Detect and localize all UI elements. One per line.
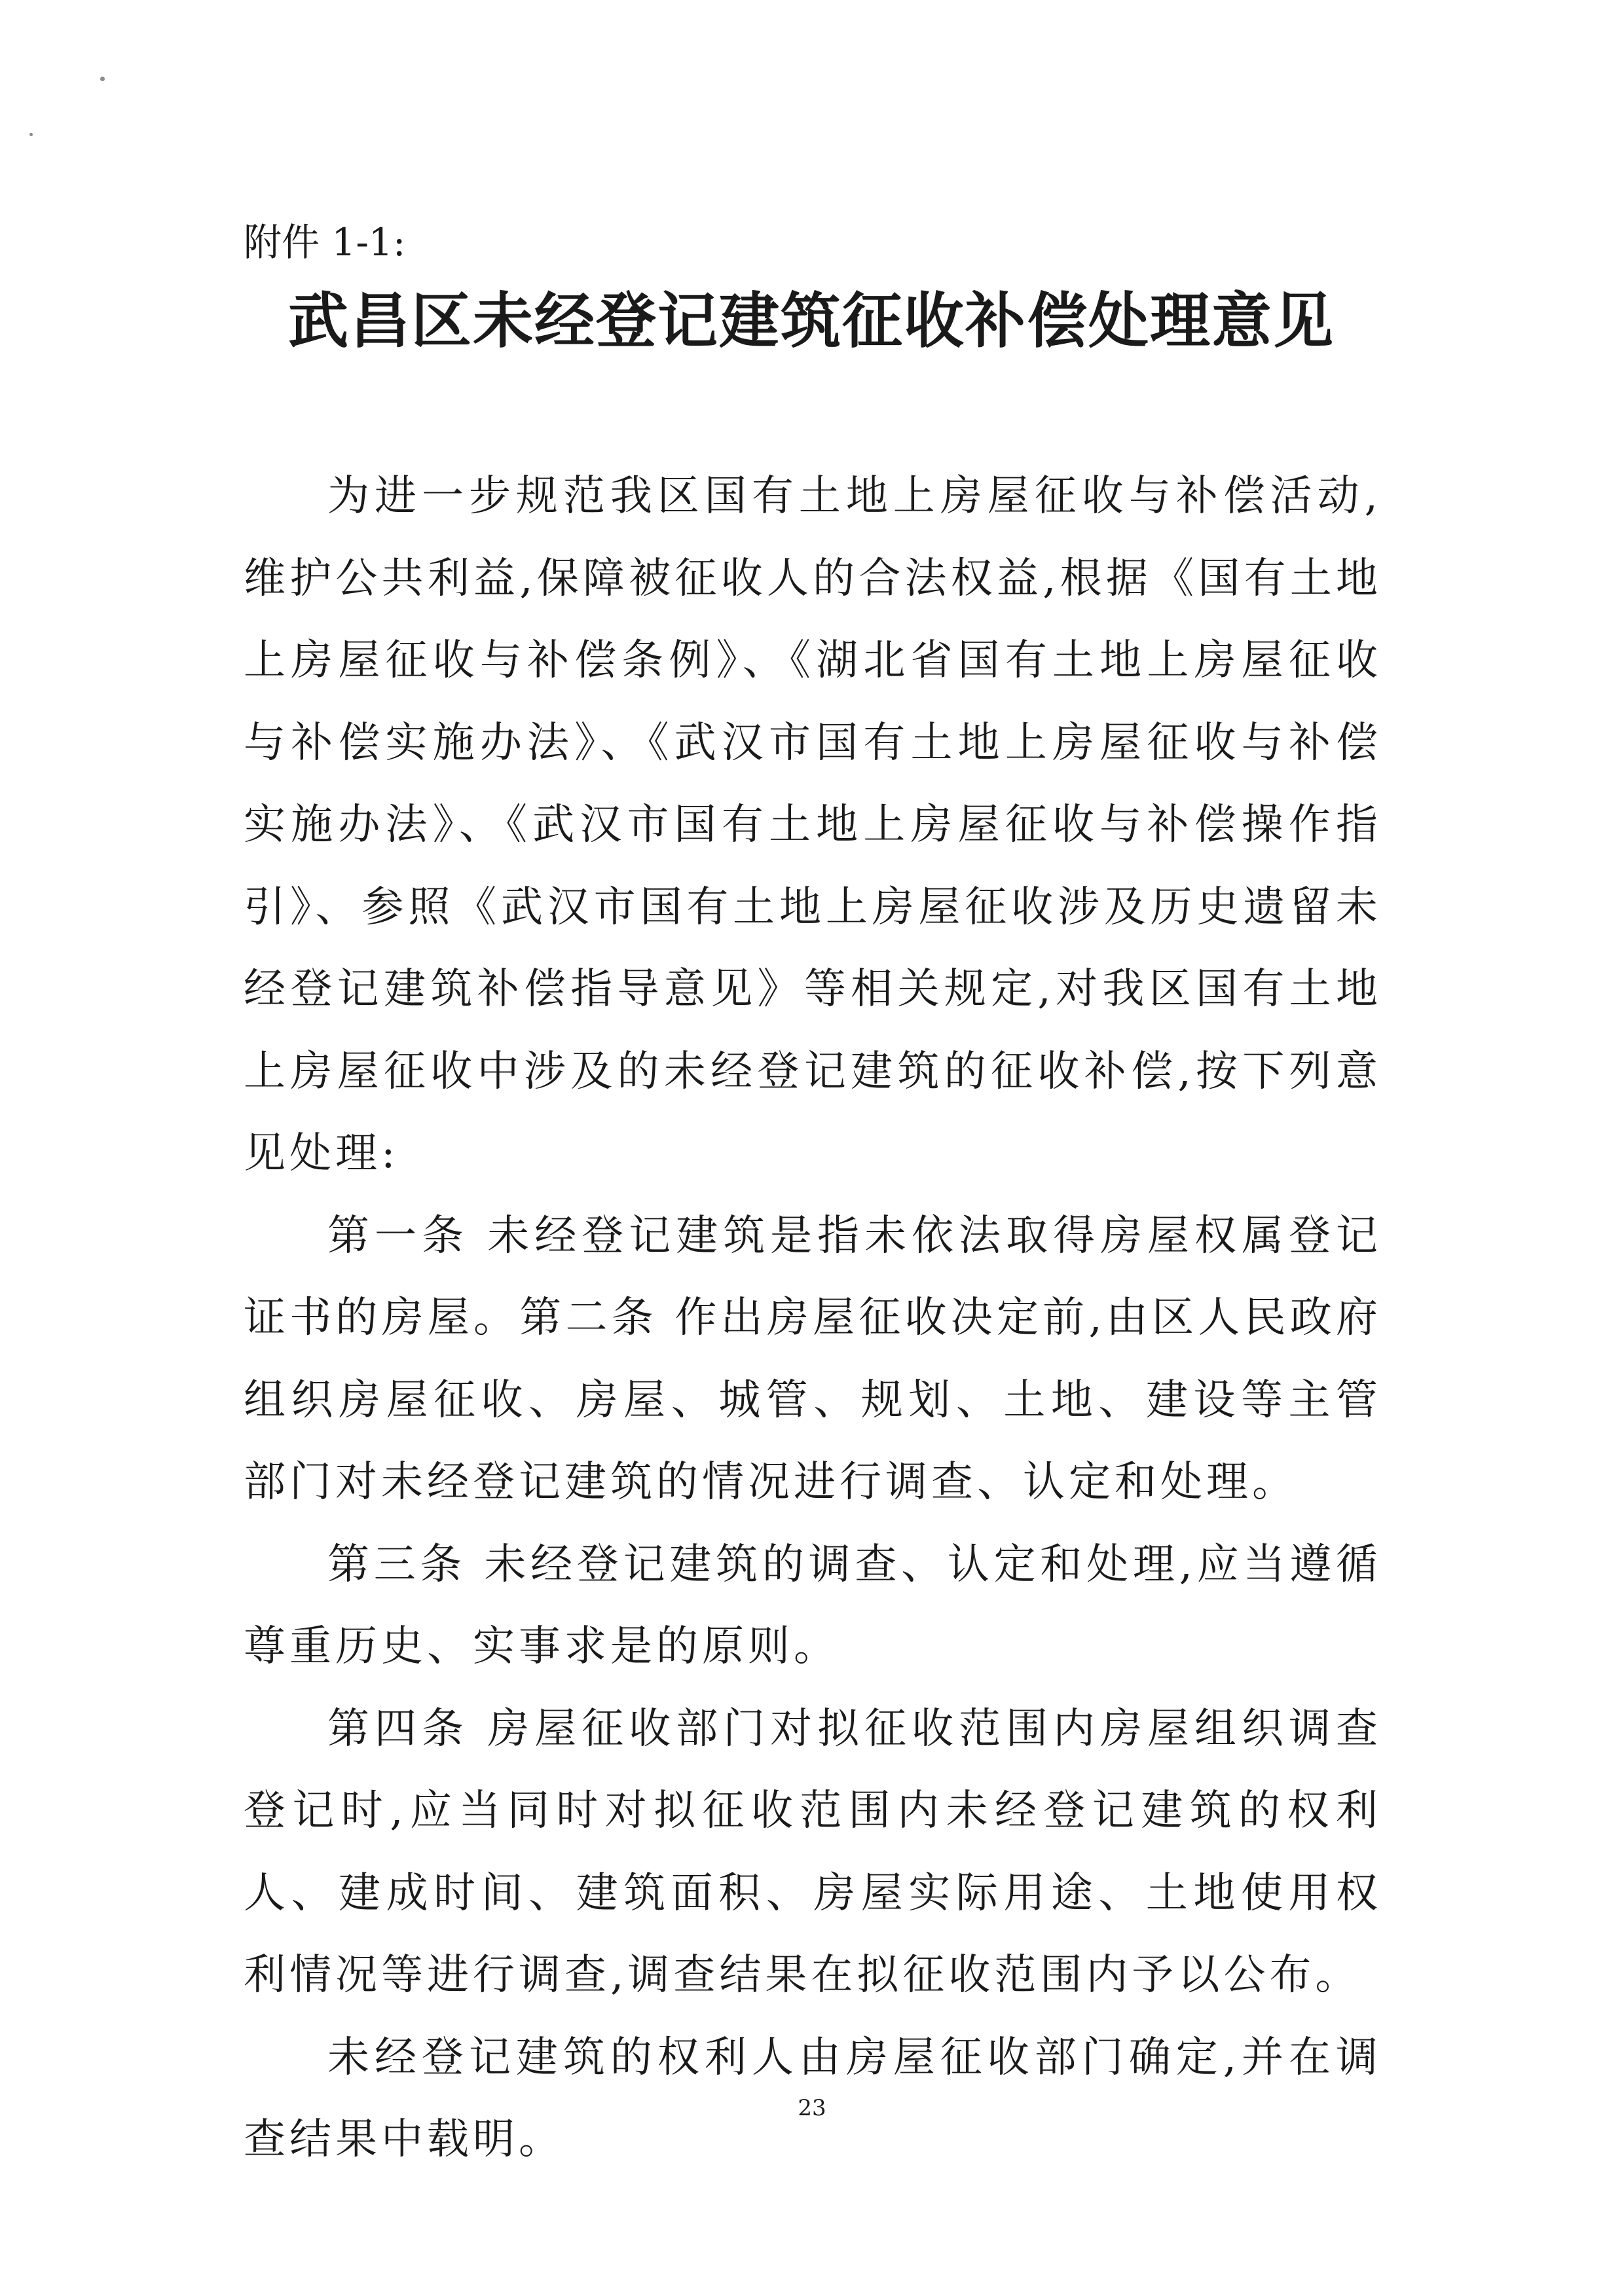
scan-speck bbox=[100, 77, 105, 81]
paragraph: 未经登记建筑的权利人由房屋征收部门确定,并在调查结果中载明。 bbox=[244, 2033, 1382, 2164]
attachment-label: 附件 1-1: bbox=[244, 220, 406, 264]
document-title: 武昌区未经登记建筑征收补偿处理意见 bbox=[288, 285, 1335, 356]
document-body bbox=[244, 456, 1382, 2181]
paragraph: 第四条 房屋征收部门对拟征收范围内房屋组织调查登记时,应当同时对拟征收范围内未经登记建筑的权利人、建成时间、建筑面积、房屋实际用途、土地使用权利情况等进行调查,调查结果在拟征收范围内予以公布。 bbox=[244, 1704, 1382, 1999]
page-number: 23 bbox=[798, 2095, 826, 2121]
paragraph: 第三条 未经登记建筑的调查、认定和处理,应当遵循尊重历史、实事求是的原则。 bbox=[244, 1540, 1382, 1671]
scan-speck bbox=[29, 133, 33, 136]
paragraph: 第一条 未经登记建筑是指未依法取得房屋权属登记证书的房屋。第二条 作出房屋征收决定前,由区人民政府组织房屋征收、房屋、城管、规划、土地、建设等主管部门对未经登记建筑的情况进行调查、认定和处理。 bbox=[244, 1211, 1382, 1506]
paragraph: 为进一步规范我区国有土地上房屋征收与补偿活动,维护公共利益,保障被征收人的合法权益,根据《国有土地上房屋征收与补偿条例》、《湖北省国有土地上房屋征收与补偿实施办法》、《武汉市国有土地上房屋征收与补偿实施办法》、《武汉市国有土地上房屋征收与补偿操作指引》、参照《武汉市国有土地上房屋征收涉及历史遗留未经登记建筑补偿指导意见》等相关规定,对我区国有土地上房屋征收中涉及的未经登记建筑的征收补偿,按下列意见处理: bbox=[244, 472, 1382, 1178]
